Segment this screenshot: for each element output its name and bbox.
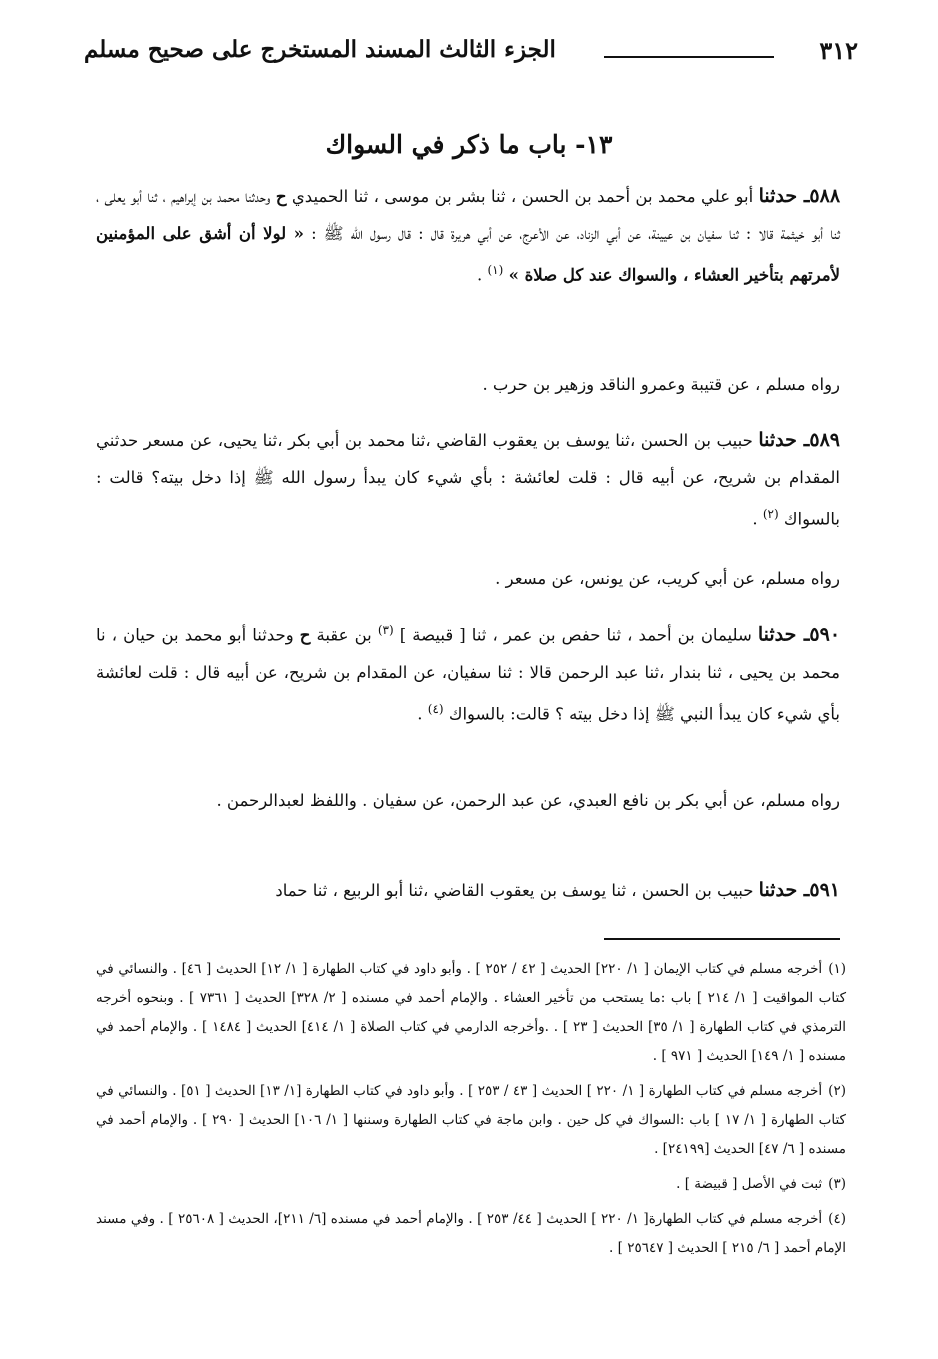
isnad-second: وحدثنا محمد بن إبراهيم ، ثنا أبو يعلى ، ثنا أبو خيثمة قالا : ثنا سفيان بن عيينة، عن أبي الزناد، عن الأعرج، عن أبي هريرة قال : قال رسول الله ﷺ :: [96, 187, 840, 243]
riwaya-589: رواه مسلم، عن أبي كريب، عن يونس، عن مسعر .: [495, 569, 840, 588]
footnote-ref: (١): [487, 263, 504, 277]
isnad: حبيب بن الحسن ،ثنا يوسف بن يعقوب القاضي ،ثنا محمد بن أبي بكر ،ثنا يحيى، عن مسعر حدثني المقدام بن شريح، عن أبيه قال : قلت لعائشة : بأي شيء كان يبدأ رسول الله ﷺ إذا دخل بيته؟ قالت : بالسواك: [96, 431, 840, 529]
hadith-number: ٥٩١: [809, 879, 840, 901]
footnote-2: [96, 1077, 846, 1164]
hadith-589: [96, 422, 840, 538]
hadith-number: ٥٨٩: [809, 429, 840, 451]
hadith-number: ٥٩٠: [809, 623, 841, 646]
isnad-second: وحدثنا أبو محمد بن حيان ، نا محمد بن يحيى ، ثنا بندار ،ثنا عبد الرحمن قالا : ثنا سفيان، عن المقدام بن شريح، عن أبيه قال : قلت لعائشة بأي شيء كان يبدأ النبي ﷺ إذا دخل بيته ؟ قالت: بالسواك: [96, 625, 840, 723]
hadith-head: ـ حدثنا: [758, 185, 810, 207]
footnote-3: [96, 1170, 846, 1199]
isnad: أبو علي محمد بن أحمد بن الحسن ، ثنا بشر بن موسى ، ثنا الحميدي: [291, 187, 754, 206]
chapter-title: ١٣- باب ما ذكر في السواك: [325, 130, 613, 159]
isnad-continued: بن عقبة: [316, 625, 372, 645]
hadith-head: ـ حدثنا: [757, 623, 810, 646]
header-rule: [604, 56, 774, 58]
footnote-ref: (٤): [427, 701, 444, 716]
matn: « لولا أن أشق على المؤمنين لأمرتهم بتأخير العشاء ، والسواك عند كل صلاة »: [96, 224, 840, 285]
footnote-ref: (٢): [762, 507, 779, 521]
footnote-text: أخرجه مسلم في كتاب الطهارة[ ١/ ٢٢٠ ] الحديث [ ٤٤/ ٢٥٣ ] . والإمام أحمد في مسنده [٦/ ٢١١]، الحديث [ ٢٥٦٠٨ ] . وفي مسند الإمام أحمد [ ٦/ ٢١٥ ] الحديث [ ٢٥٦٤٧ ] .: [96, 1211, 846, 1256]
tahwil-mark: ح: [299, 625, 311, 645]
footnote-4: [96, 1205, 846, 1263]
footnote-number: (٣): [828, 1176, 846, 1192]
period: .: [417, 704, 423, 723]
footnote-ref: (٣): [377, 623, 394, 637]
hadith-number: ٥٨٨: [809, 185, 841, 207]
riwaya-588: رواه مسلم ، عن قتيبة وعمرو الناقد وزهير بن حرب .: [482, 375, 840, 394]
hadith-head: ـ حدثنا: [758, 429, 810, 451]
hadith-head: ـ حدثنا: [758, 879, 810, 901]
hadith-590: [96, 612, 840, 732]
period: .: [752, 509, 758, 529]
isnad: سليمان بن أحمد ، ثنا حفص بن عمر ، ثنا [ قبيصة ]: [399, 625, 752, 645]
footnote-number: (٤): [828, 1211, 846, 1227]
footnote-text: أخرجه مسلم في كتاب الإيمان [ ١/ ٢٢٠] الحديث [ ٤٢ / ٢٥٢ ] . وأبو داود في كتاب الطهارة [ ١/ ١٢] الحديث [ ٤٦] . والنسائي في كتاب المواقيت [ ١/ ٢١٤ ] باب :ما يستحب من تأخير العشاء . والإمام أحمد في مسنده [ ٢/ ٣٢٨] الحديث [ ٧٣٦١ ] . وبنحوه أخرجه الترمذي في كتاب الطهارة [ ١/ ٣٥] الحديث [ ٢٣ ] . .وأخرجه الدارمي في كتاب الصلاة [ ١/ ٤١٤] الحديث [ ١٤٨٤ ] . والإمام أحمد في مسنده [ ١/ ١٤٩] الحديث [ ٩٧١ ] .: [96, 961, 847, 1064]
footnote-text: أخرجه مسلم في كتاب الطهارة [ ١/ ٢٢٠ ] الحديث [ ٤٣ / ٢٥٣ ] . وأبو داود في كتاب الطهارة [١/ ١٣] الحديث [ ٥١] . والنسائي في كتاب الطهارة [ ١/ ١٧ ] باب :السواك في كل حين . وابن ماجة في كتاب الطهارة وسننها [ ١/ ١٠٦] الحديث [ ٢٩٠ ] . والإمام أحمد في مسنده [ ٦/ ٤٧] الحديث [٢٤١٩٩] .: [96, 1083, 846, 1157]
page-number: ٣١٢: [819, 36, 858, 65]
tahwil-mark: ح: [275, 187, 287, 206]
hadith-588: [96, 178, 840, 294]
isnad: حبيب بن الحسن ، ثنا يوسف بن يعقوب القاضي ،ثنا أبو الربيع ، ثنا حماد: [275, 881, 754, 900]
page-header: [84, 36, 858, 80]
footnote-1: [96, 955, 846, 1071]
footnote-text: ثبت في الأصل [ قبيضة ] .: [676, 1176, 823, 1192]
running-title: الجزء الثالث المسند المستخرج على صحيح مسلم: [84, 36, 556, 63]
footnotes: [96, 955, 846, 1269]
footnote-rule: [604, 938, 840, 940]
period: .: [476, 265, 483, 285]
riwaya-590: رواه مسلم، عن أبي بكر بن نافع العبدي، عن عبد الرحمن، عن سفيان . واللفظ لعبدالرحمن .: [216, 791, 840, 810]
hadith-591: [96, 872, 840, 909]
footnote-number: (١): [828, 961, 847, 977]
footnote-number: (٢): [828, 1083, 846, 1099]
